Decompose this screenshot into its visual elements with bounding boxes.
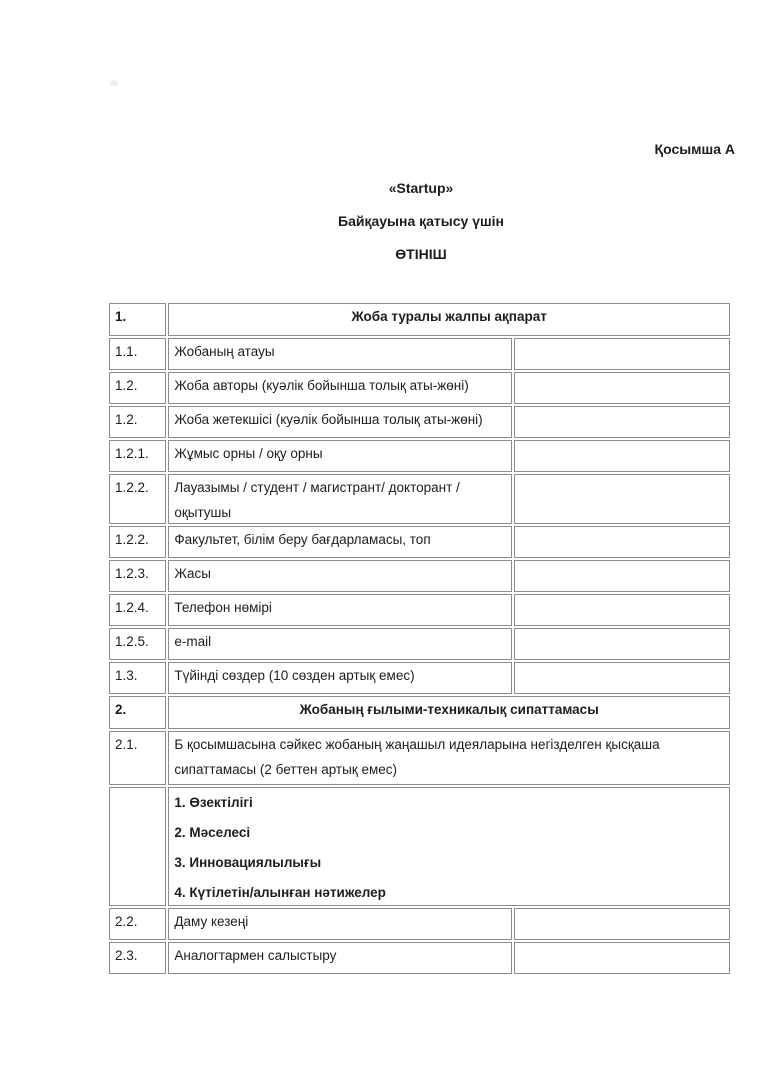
row-label: e-mail [168, 628, 511, 660]
row-label: Түйінді сөздер (10 сөзден артық емес) [168, 662, 511, 694]
row-number: 1.2.1. [109, 440, 166, 472]
table-row [109, 787, 730, 906]
row-label: Аналогтармен салыстыру [168, 942, 511, 974]
row-value-cell[interactable] [514, 594, 730, 626]
document-page [107, 0, 735, 976]
row-number: 1.3. [109, 662, 166, 694]
row-number: 1.2.4. [109, 594, 166, 626]
section-title: Жоба туралы жалпы ақпарат [168, 303, 730, 336]
table-row [109, 440, 730, 472]
table-row [109, 942, 730, 974]
row-label-line: Лауазымы / студент / магистрант/ докторант / [174, 480, 460, 495]
title-startup: «Startup» [388, 180, 454, 196]
row-value-cell[interactable] [514, 372, 730, 404]
criteria-item: 2. Мәселесі [174, 825, 251, 840]
row-number: 1.1. [109, 338, 166, 370]
row-label: Жасы [168, 560, 511, 592]
row-number: 1.2.2. [109, 526, 166, 558]
row-value-cell[interactable] [514, 560, 730, 592]
row-number: 1.2.5. [109, 628, 166, 660]
row-label [168, 474, 511, 524]
row-number: 1.2.3. [109, 560, 166, 592]
row-number: 1.2.2. [109, 474, 166, 524]
row-label: Жобаның атауы [168, 338, 511, 370]
row-value-cell[interactable] [514, 628, 730, 660]
row-label-line: оқытушы [174, 505, 232, 520]
table-row [109, 372, 730, 404]
row-value-cell[interactable] [514, 942, 730, 974]
application-table [107, 301, 732, 976]
criteria-item: 4. Күтілетін/алынған нәтижелер [174, 885, 386, 900]
row-number [109, 787, 166, 906]
table-row [109, 662, 730, 694]
row-label: Телефон нөмірі [168, 594, 511, 626]
row-label: Даму кезеңі [168, 908, 511, 940]
table-row [109, 560, 730, 592]
table-row [109, 303, 730, 336]
criteria-item: 3. Инновациялылығы [174, 855, 322, 870]
row-value-cell[interactable] [514, 474, 730, 524]
appendix-label: Қосымша А [654, 141, 735, 157]
row-value-cell[interactable] [514, 908, 730, 940]
row-value-cell[interactable] [514, 338, 730, 370]
row-number: 2.3. [109, 942, 166, 974]
row-label-wide [168, 731, 730, 785]
title-application: ӨТІНІШ [395, 246, 447, 262]
row-number: 2.2. [109, 908, 166, 940]
table-row [109, 526, 730, 558]
section-title: Жобаның ғылыми-техникалық сипаттамасы [168, 696, 730, 729]
table-row [109, 908, 730, 940]
row-label: Жоба авторы (куәлік бойынша толық аты-жөні) [168, 372, 511, 404]
table-row [109, 474, 730, 524]
row-label: Факультет, білім беру бағдарламасы, топ [168, 526, 511, 558]
row-label-line: Б қосымшасына сәйкес жобаның жаңашыл идеяларына негізделген қысқаша [174, 737, 660, 752]
table-row [109, 731, 730, 785]
table-row [109, 338, 730, 370]
table-row [109, 628, 730, 660]
row-label: Жұмыс орны / оқу орны [168, 440, 511, 472]
row-number: 2. [109, 696, 166, 729]
row-number: 1. [109, 303, 166, 336]
row-label-line: сипаттамасы (2 беттен артық емес) [174, 762, 398, 777]
row-label: Жоба жетекшісі (куәлік бойынша толық аты-жөні) [168, 406, 511, 438]
row-value-cell[interactable] [514, 526, 730, 558]
table-row [109, 406, 730, 438]
row-number: 2.1. [109, 731, 166, 785]
row-value-cell[interactable] [514, 662, 730, 694]
row-number: 1.2. [109, 372, 166, 404]
table-row [109, 594, 730, 626]
criteria-item: 1. Өзектілігі [174, 795, 253, 810]
row-value-cell[interactable] [514, 440, 730, 472]
row-number: 1.2. [109, 406, 166, 438]
row-value-cell[interactable] [514, 406, 730, 438]
table-row [109, 696, 730, 729]
criteria-list [168, 787, 730, 906]
application-table-body [109, 303, 730, 974]
title-competition: Байқауына қатысу үшін [338, 213, 504, 229]
